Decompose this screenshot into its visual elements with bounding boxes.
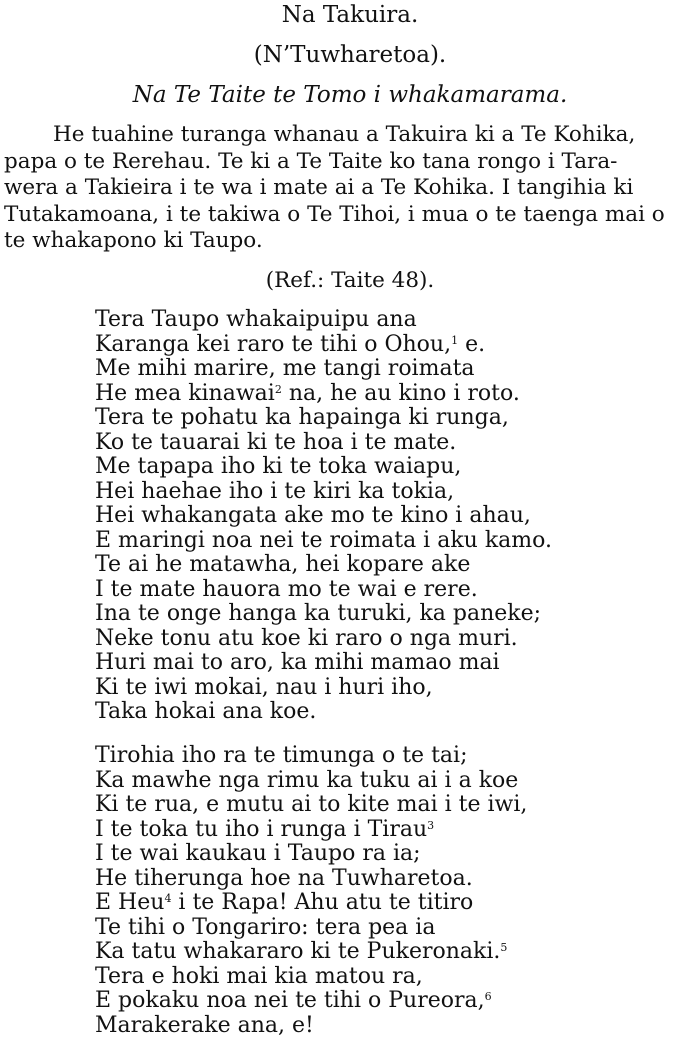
verse-line	[95, 455, 552, 480]
verse-text: E maringi noa nei te roimata i aku kamo.	[95, 527, 552, 553]
verse-text: Karanga kei raro te tihi o Ohou,	[95, 331, 452, 357]
verse-text: Neke tonu atu koe ki raro o nga muri.	[95, 625, 518, 651]
verse-line	[95, 357, 552, 382]
verse-text: Ko te tauarai ki te hoa i te mate.	[95, 429, 457, 455]
verse-line	[95, 965, 527, 990]
verse-line	[95, 676, 552, 701]
verse-line	[95, 940, 527, 965]
footnote-marker: 3	[427, 818, 435, 832]
verse-line	[95, 578, 552, 603]
verse-line	[95, 504, 552, 529]
verse-line	[95, 744, 527, 769]
verse-text: Tirohia iho ra te timunga o te tai;	[95, 743, 468, 768]
verse-line	[95, 553, 552, 578]
verse-text: E Heu	[95, 890, 165, 915]
verse-line	[95, 406, 552, 431]
verse-line	[95, 529, 552, 554]
footnote-marker: 2	[274, 382, 282, 396]
verse-stanza-1	[95, 308, 552, 725]
footnote-marker: 6	[484, 990, 492, 1003]
verse-text: Ina te onge hanga ka turuki, ka paneke;	[95, 601, 542, 626]
verse-line	[95, 916, 527, 941]
intro-line: wera a Takieira i te wa i mate ai a Te Kohika. I tangihia ki	[4, 175, 634, 200]
verse-line	[95, 627, 552, 652]
intro-line: te whakapono ki Taupo.	[4, 228, 263, 253]
verse-text: Tera e hoki mai kia matou ra,	[95, 963, 423, 989]
verse-text: Huri mai to aro, ka mihi mamao mai	[95, 650, 500, 675]
footnote-marker: 5	[500, 941, 508, 954]
verse-text: He tiherunga hoe na Tuwharetoa.	[95, 865, 473, 891]
verse-line	[95, 700, 552, 725]
verse-line	[95, 1014, 527, 1039]
verse-text: Ka mawhe nga rimu ka tuku ai i a koe	[95, 767, 519, 793]
tribe-name: (N’Tuwharetoa).	[253, 42, 447, 68]
verse-text-continued: na, he au kino i roto.	[281, 380, 520, 406]
footnote-marker: 1	[451, 333, 459, 347]
verse-text: Ki te iwi mokai, nau i huri iho,	[95, 674, 433, 700]
verse-text: Ka tatu whakararo ki te Pukeronaki.	[95, 939, 501, 964]
verse-text: Tera te pohatu ka hapainga ki runga,	[95, 405, 509, 430]
verse-stanza-2	[95, 744, 527, 1038]
verse-text: Marakerake ana, e!	[95, 1012, 314, 1038]
verse-text: Hei haehae iho i te kiri ka tokia,	[95, 478, 455, 504]
verse-line	[95, 651, 552, 676]
song-title: Na Takuira.	[281, 2, 419, 28]
verse-text-continued: i te Rapa! Ahu atu te titiro	[171, 890, 474, 915]
verse-line	[95, 480, 552, 505]
reference-note: (Ref.: Taite 48).	[265, 268, 435, 293]
verse-line	[95, 308, 552, 333]
verse-text: Te ai he matawha, hei kopare ake	[95, 552, 471, 577]
verse-text: I te mate hauora mo te wai e rere.	[95, 576, 478, 602]
verse-text: I te wai kaukau i Taupo ra ia;	[95, 841, 421, 866]
verse-text: I te toka tu iho i runga i Tirau	[95, 816, 428, 842]
song-subtitle: Na Te Taite te Tomo i whakamarama.	[132, 82, 568, 108]
verse-line	[95, 769, 527, 794]
verse-line	[95, 989, 527, 1014]
verse-line	[95, 891, 527, 916]
verse-line	[95, 382, 552, 407]
verse-text: Me mihi marire, me tangi roimata	[95, 356, 475, 381]
verse-text: Taka hokai ana koe.	[95, 699, 317, 724]
verse-text: Hei whakangata ake mo te kino i ahau,	[95, 503, 531, 528]
verse-line	[95, 431, 552, 456]
intro-line: Tutakamoana, i te takiwa o Te Tihoi, i mua o te taenga mai o	[4, 201, 665, 227]
verse-line	[95, 842, 527, 867]
verse-line	[95, 602, 552, 627]
verse-text-continued: e.	[458, 331, 486, 357]
intro-line: He tuahine turanga whanau a Takuira ki a Te Kohika,	[53, 122, 636, 147]
footnote-marker: 4	[164, 892, 172, 905]
verse-text: E pokaku noa nei te tihi o Pureora,	[95, 988, 485, 1013]
verse-line	[95, 867, 527, 892]
verse-text: He mea kinawai	[95, 380, 275, 406]
verse-line	[95, 818, 527, 843]
verse-text: Ki te rua, e mutu ai to kite mai i te iwi,	[95, 792, 528, 817]
verse-text: Tera Taupo whakaipuipu ana	[95, 307, 417, 332]
intro-line: papa o te Rerehau. Te ki a Te Taite ko tana rongo i Tara-	[4, 148, 618, 174]
intro-paragraph	[4, 122, 700, 255]
verse-text: Te tihi o Tongariro: tera pea ia	[95, 914, 436, 940]
verse-line	[95, 793, 527, 818]
verse-line	[95, 333, 552, 358]
verse-text: Me tapapa iho ki te toka waiapu,	[95, 454, 462, 479]
